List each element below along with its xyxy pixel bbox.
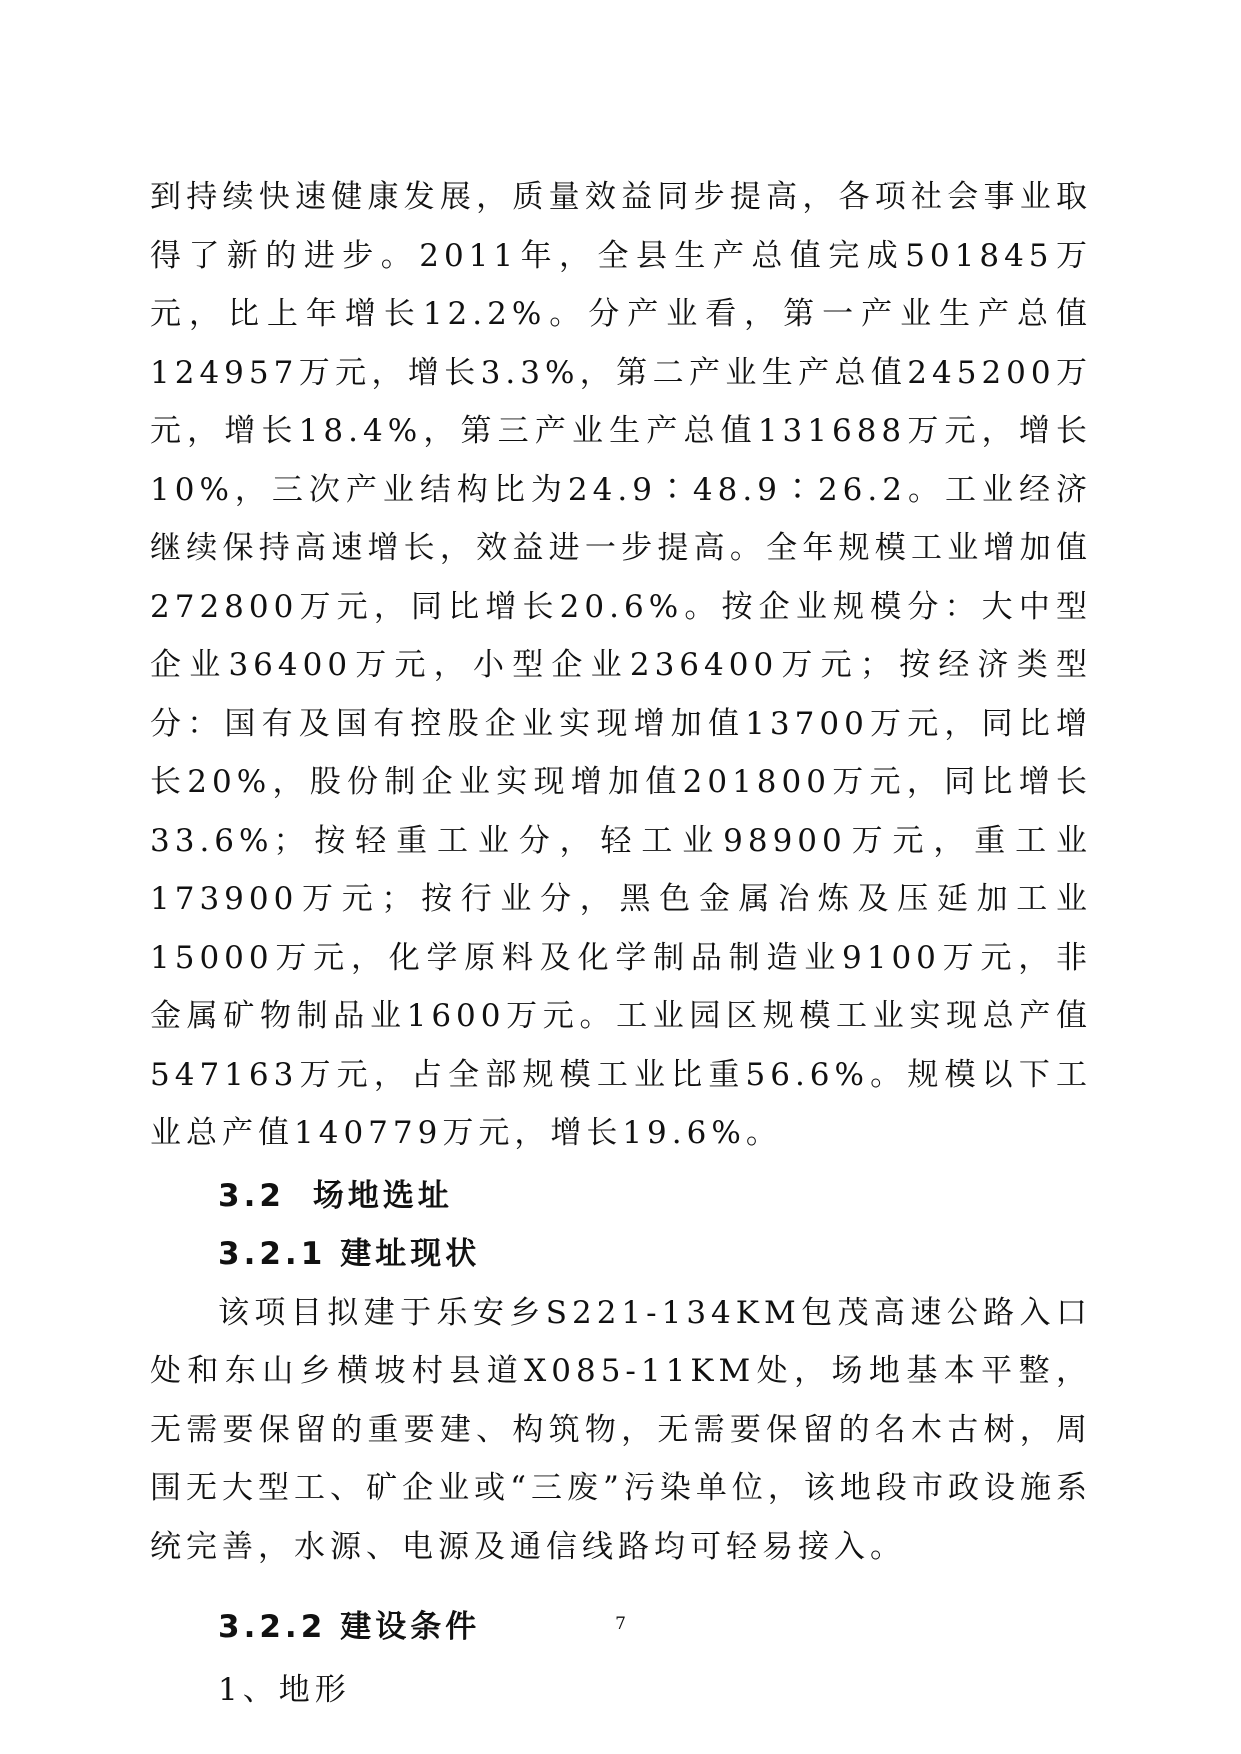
economy-paragraph: 到持续快速健康发展，质量效益同步提高，各项社会事业取得了新的进步。2011年，全县生产总值完成501845万元，比上年增长12.2%。分产业看，第一产业生产总值124957万元，增长3.3%，第二产业生产总值245200万元，增长18.4%，第三产业生产总值131688万元，增长10%，三次产业结构比为24.9∶48.9∶26.2。工业经济继续保持高速增长，效益进一步提高。全年规模工业增加值272800万元，同比增长20.6%。按企业规模分：大中型企业36400万元，小型企业236400万元；按经济类型分：国有及国有控股企业实现增加值13700万元，同比增长20%，股份制企业实现增加值201800万元，同比增长33.6%；按轻重工业分，轻工业98900万元，重工业173900万元；按行业分，黑色金属冶炼及压延加工业15000万元，化学原料及化学制品制造业9100万元，非金属矿物制品业1600万元。工业园区规模工业实现总产值547163万元，占全部规模工业比重56.6%。规模以下工业总产值140779万元，增长19.6%。 [150,179,1092,1151]
section-number: 3.2 [218,1177,285,1214]
section-heading-3-2 [150,1167,1092,1226]
page-number: 7 [615,1614,626,1634]
terrain-item: 1、地形 [218,1671,351,1708]
subsection-heading-3-2-1 [150,1225,1092,1284]
subsection-number: 3.2.1 [218,1236,327,1272]
page-body [150,168,1092,1719]
section-title: 场地选址 [312,1177,453,1214]
subsection-number: 3.2.2 [218,1609,327,1645]
subsection-title: 建设条件 [340,1609,481,1645]
site-status-paragraph: 该项目拟建于乐安乡S221-134KM包茂高速公路入口处和东山乡横坡村县道X085-11KM处，场地基本平整，无需要保留的重要建、构筑物，无需要保留的名木古树，周围无大型工、矿企业或“三废”污染单位，该地段市政设施系统完善，水源、电源及通信线路均可轻易接入。 [150,1294,1092,1565]
subsection-title: 建址现状 [340,1236,481,1272]
